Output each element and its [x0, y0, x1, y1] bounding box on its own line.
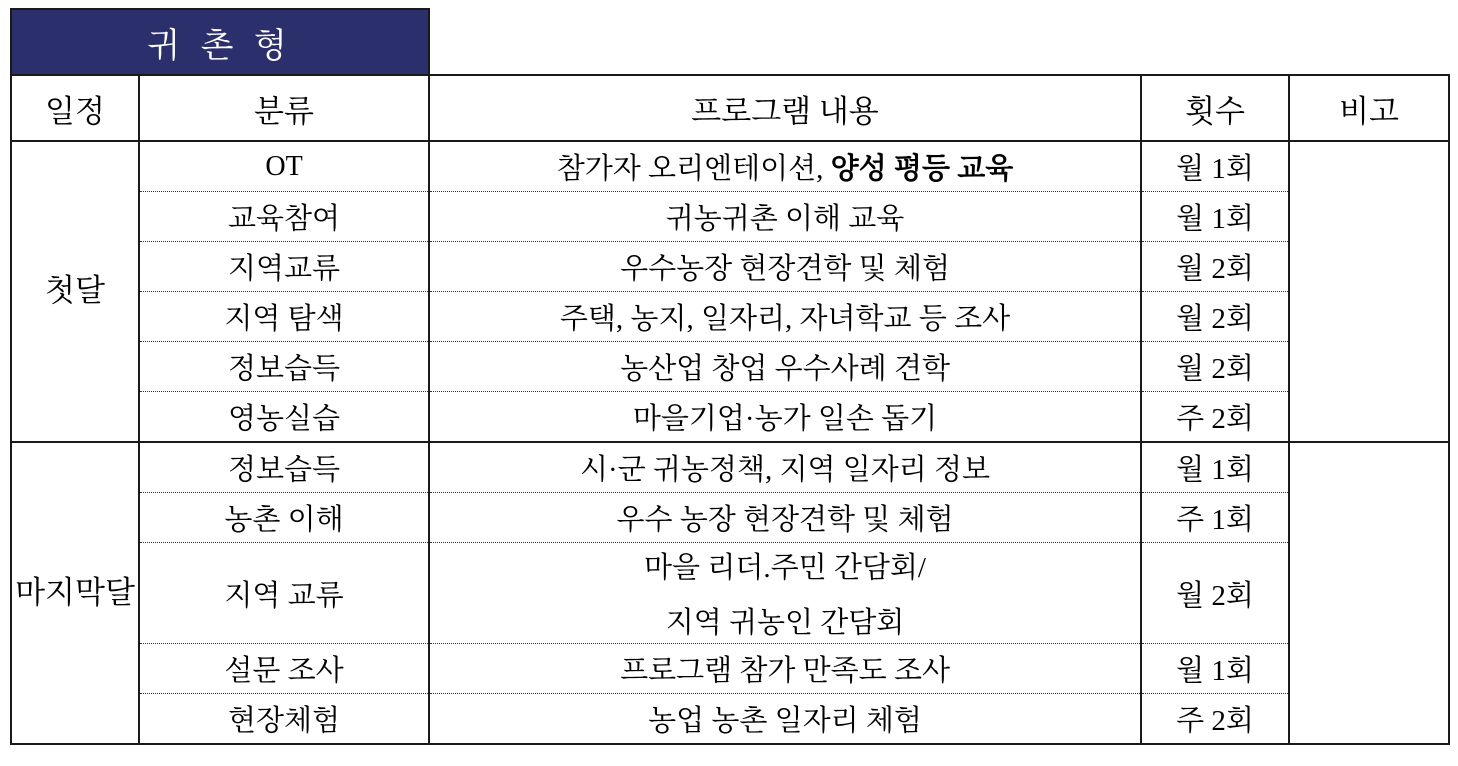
content-cell: 우수농장 현장견학 및 체험 [429, 242, 1141, 292]
content-line: 마을 리더.주민 간담회/ [644, 552, 926, 584]
category-cell: 지역교류 [139, 242, 429, 292]
title-row [11, 9, 1449, 75]
content-cell: 농산업 창업 우수사례 견학 [429, 342, 1141, 392]
table-row [11, 694, 1449, 745]
schedule-line: 마지 [15, 574, 75, 610]
count-cell: 주 2회 [1141, 694, 1289, 745]
table-row [11, 392, 1449, 443]
content-cell: 프로그램 참가 만족도 조사 [429, 644, 1141, 694]
column-header-schedule: 일정 [11, 75, 139, 141]
count-cell: 월 1회 [1141, 192, 1289, 242]
program-table [10, 8, 1450, 745]
schedule-line: 막달 [75, 574, 135, 610]
schedule-cell-last-month [11, 442, 139, 744]
remark-cell [1289, 141, 1449, 442]
column-header-content: 프로그램 내용 [429, 75, 1141, 141]
count-cell: 월 1회 [1141, 141, 1289, 192]
table-row [11, 543, 1449, 644]
content-line: 지역 귀농인 간담회 [665, 607, 905, 639]
category-cell: 교육참여 [139, 192, 429, 242]
table-row [11, 192, 1449, 242]
count-cell: 주 1회 [1141, 493, 1289, 543]
schedule-cell-first-month: 첫달 [11, 141, 139, 442]
content-cell: 귀농귀촌 이해 교육 [429, 192, 1141, 242]
count-cell: 월 1회 [1141, 644, 1289, 694]
category-cell: OT [139, 141, 429, 192]
content-text-strong: 양성 평등 교육 [830, 153, 1014, 185]
table-row [11, 442, 1449, 493]
content-cell: 마을기업·농가 일손 돕기 [429, 392, 1141, 443]
table-row [11, 342, 1449, 392]
category-cell: 농촌 이해 [139, 493, 429, 543]
document-title: 귀 촌 형 [11, 9, 429, 75]
remark-cell [1289, 442, 1449, 744]
table-row [11, 493, 1449, 543]
table-row [11, 242, 1449, 292]
count-cell: 월 2회 [1141, 292, 1289, 342]
table-row [11, 644, 1449, 694]
category-cell: 지역 탐색 [139, 292, 429, 342]
count-cell: 월 1회 [1141, 442, 1289, 493]
content-cell [429, 543, 1141, 644]
content-text: 참가자 오리엔테이션, [556, 153, 831, 185]
title-spacer [429, 9, 1449, 75]
column-header-count: 횟수 [1141, 75, 1289, 141]
content-cell: 농업 농촌 일자리 체험 [429, 694, 1141, 745]
count-cell: 주 2회 [1141, 392, 1289, 443]
column-header-category: 분류 [139, 75, 429, 141]
count-cell: 월 2회 [1141, 543, 1289, 644]
category-cell: 설문 조사 [139, 644, 429, 694]
column-header-remark: 비고 [1289, 75, 1449, 141]
content-cell: 주택, 농지, 일자리, 자녀학교 등 조사 [429, 292, 1141, 342]
content-cell: 우수 농장 현장견학 및 체험 [429, 493, 1141, 543]
table-row [11, 292, 1449, 342]
category-cell: 지역 교류 [139, 543, 429, 644]
count-cell: 월 2회 [1141, 342, 1289, 392]
header-row [11, 75, 1449, 141]
table-row [11, 141, 1449, 192]
category-cell: 정보습득 [139, 342, 429, 392]
count-cell: 월 2회 [1141, 242, 1289, 292]
content-cell: 시·군 귀농정책, 지역 일자리 정보 [429, 442, 1141, 493]
category-cell: 정보습득 [139, 442, 429, 493]
category-cell: 영농실습 [139, 392, 429, 443]
content-cell [429, 141, 1141, 192]
category-cell: 현장체험 [139, 694, 429, 745]
